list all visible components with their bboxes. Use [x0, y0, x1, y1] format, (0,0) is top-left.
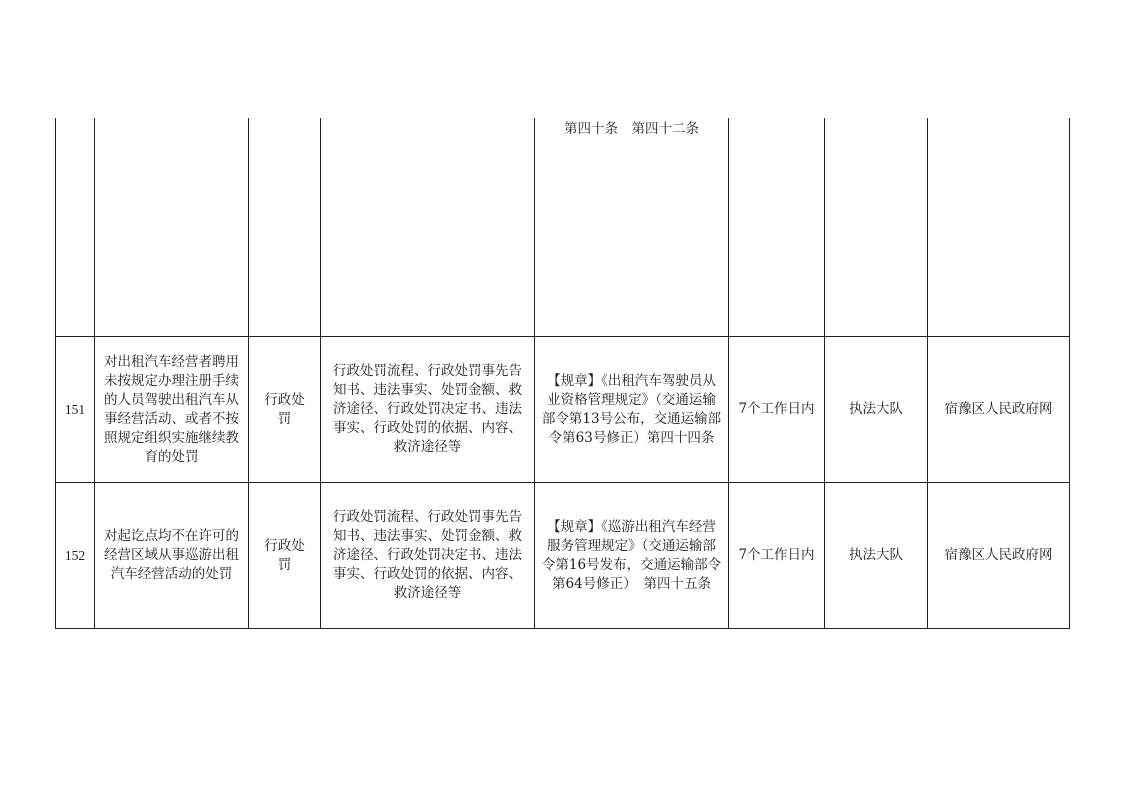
cell-subject — [825, 118, 928, 337]
cell-no — [56, 118, 95, 337]
cell-subject: 执法大队 — [825, 483, 928, 629]
table-row-continued — [56, 118, 1070, 337]
cell-channel: 宿豫区人民政府网 — [928, 337, 1070, 483]
regulation-table — [55, 118, 1070, 629]
cell-basis: 【规章】《巡游出租汽车经营服务管理规定》（交通运输部令第16号发布，交通运输部令第64号修正） 第四十五条 — [535, 483, 729, 629]
cell-disclosure — [321, 118, 535, 337]
cell-name: 对起讫点均不在许可的经营区域从事巡游出租汽车经营活动的处罚 — [95, 483, 249, 629]
cell-disclosure: 行政处罚流程、行政处罚事先告知书、违法事实、处罚金额、救济途径、行政处罚决定书、违法事实、行政处罚的依据、内容、救济途径等 — [321, 337, 535, 483]
cell-channel: 宿豫区人民政府网 — [928, 483, 1070, 629]
cell-no: 151 — [56, 337, 95, 483]
cell-subject: 执法大队 — [825, 337, 928, 483]
cell-channel — [928, 118, 1070, 337]
cell-type — [249, 118, 321, 337]
cell-type: 行政处罚 — [249, 337, 321, 483]
table-row — [56, 337, 1070, 483]
cell-time-limit: 7个工作日内 — [729, 483, 825, 629]
cell-basis: 第四十条 第四十二条 — [535, 118, 729, 337]
cell-time-limit: 7个工作日内 — [729, 337, 825, 483]
cell-disclosure: 行政处罚流程、行政处罚事先告知书、违法事实、处罚金额、救济途径、行政处罚决定书、违法事实、行政处罚的依据、内容、救济途径等 — [321, 483, 535, 629]
cell-basis: 【规章】《出租汽车驾驶员从业资格管理规定》（交通运输部令第13号公布，交通运输部令第63号修正）第四十四条 — [535, 337, 729, 483]
cell-time-limit — [729, 118, 825, 337]
table-row — [56, 483, 1070, 629]
cell-name: 对出租汽车经营者聘用未按规定办理注册手续的人员驾驶出租汽车从事经营活动、或者不按照规定组织实施继续教育的处罚 — [95, 337, 249, 483]
cell-no: 152 — [56, 483, 95, 629]
cell-name — [95, 118, 249, 337]
cell-type: 行政处罚 — [249, 483, 321, 629]
